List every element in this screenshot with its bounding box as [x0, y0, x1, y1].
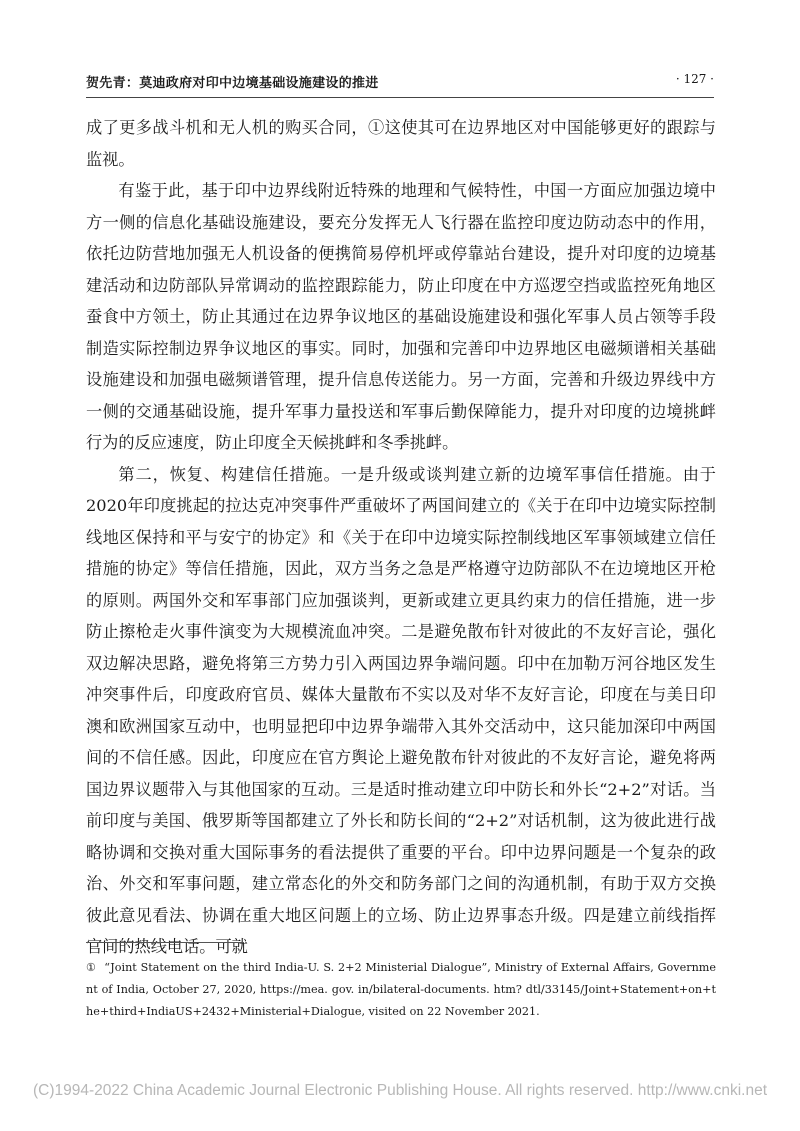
paragraph-continued: 成了更多战斗机和无人机的购买合同，①这使其可在边界地区对中国能够更好的跟踪与监视。	[86, 118, 716, 169]
footnote	[86, 957, 716, 1023]
page-number: · 127 ·	[675, 72, 714, 86]
paragraph: 有鉴于此，基于印中边界线附近特殊的地理和气候特性，中国一方面应加强边境中方一侧的信息化基础设施建设，要充分发挥无人飞行器在监控印度边防动态中的作用，依托边防营地加强无人机设备的便携简易停机坪或停靠站台建设，提升对印度的边境基建活动和边防部队异常调动的监控跟踪能力，防止印度在中方巡逻空挡或监控死角地区蚕食中方领土，防止其通过在边界争议地区的基础设施建设和强化军事人员占领等手段制造实际控制边界争议地区的事实。同时，加强和完善印中边界地区电磁频谱相关基础设施建设和加强电磁频谱管理，提升信息传送能力。另一方面，完善和升级边界线中方一侧的交通基础设施，提升军事力量投送和军事后勤保障能力，提升对印度的边境挑衅行为的反应速度，防止印度全天候挑衅和冬季挑衅。	[86, 181, 716, 452]
article-body	[86, 112, 716, 963]
paragraph: 第二，恢复、构建信任措施。一是升级或谈判建立新的边境军事信任措施。由于2020年印度挑起的拉达克冲突事件严重破坏了两国间建立的《关于在印中边境实际控制线地区保持和平与安宁的协定》和《关于在印中边境实际控制线地区军事领域建立信任措施的协定》等信任措施，因此，双方当务之急是严格遵守边防部队不在边境地区开枪的原则。两国外交和军事部门应加强谈判，更新或建立更具约束力的信任措施，进一步防止擦枪走火事件演变为大规模流血冲突。二是避免散布针对彼此的不友好言论，强化双边解决思路，避免将第三方势力引入两国边界争端问题。印中在加勒万河谷地区发生冲突事件后，印度政府官员、媒体大量散布不实以及对华不友好言论，印度在与美日印澳和欧洲国家互动中，也明显把印中边界争端带入其外交活动中，这只能加深印中两国间的不信任感。因此，印度应在官方舆论上避免散布针对彼此的不友好言论，避免将两国边界议题带入与其他国家的互动。三是适时推动建立印中防长和外长“2+2”对话。当前印度与美国、俄罗斯等国都建立了外长和防长间的“2+2”对话机制，这为彼此进行战略协调和交换对重大国际事务的看法提供了重要的平台。印中边界问题是一个复杂的政治、外交和军事问题，建立常态化的外交和防务部门之间的沟通机制，有助于双方交换彼此意见看法、协调在重大地区问题上的立场、防止边界事态升级。四是建立前线指挥官间的热线电话。可就	[86, 464, 716, 956]
running-header	[86, 70, 714, 96]
running-title: 贺先青：莫迪政府对印中边境基础设施建设的推进	[86, 76, 379, 91]
footnote-text: “Joint Statement on the third India-U. S. 2+2 Ministerial Dialogue”, Ministry of External Affairs, Government of India, October 27, 2020, https://mea. gov. in/bilateral-documents. htm? dtl/33145/Joint+Statement+on+the+third+IndiaUS+2432+Ministerial+Dialogue, visited on 22 November 2021.	[86, 961, 716, 1018]
copyright-notice: (C)1994-2022 China Academic Journal Electronic Publishing House. All rights reserved. http://www.cnki.net	[32, 1082, 768, 1099]
footnote-mark: ①	[86, 961, 97, 974]
footnote-rule	[86, 942, 244, 943]
header-rule	[86, 97, 714, 98]
